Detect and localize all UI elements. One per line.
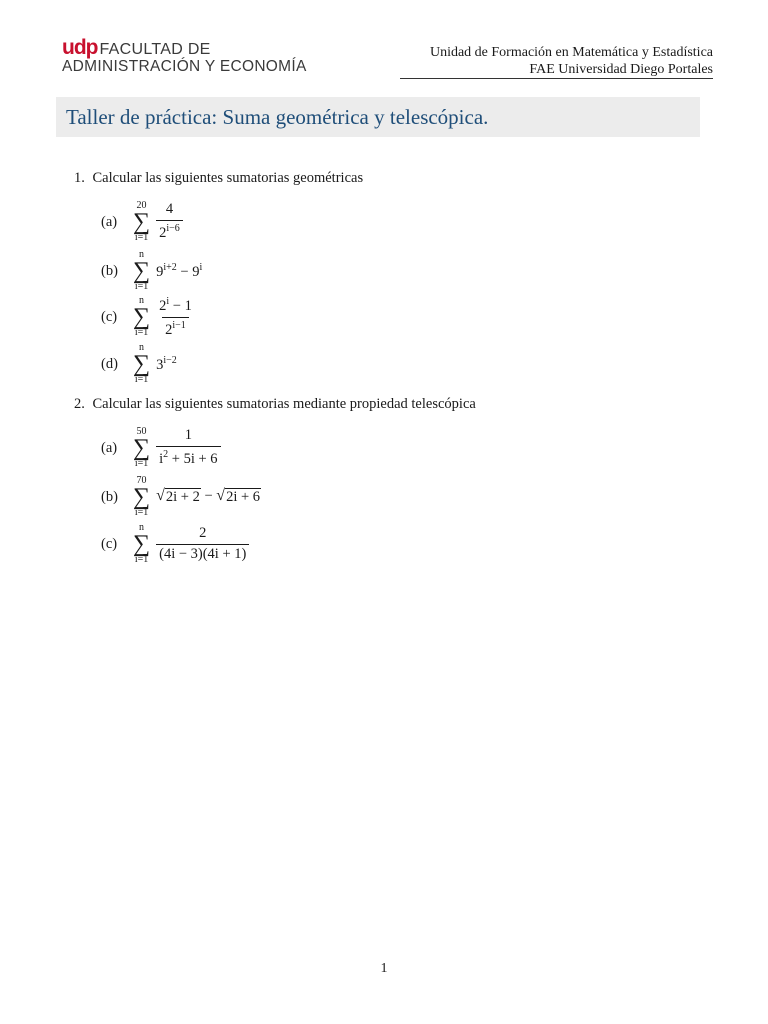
fraction [156, 428, 220, 468]
expression: $3^{i-2}$ [156, 354, 177, 373]
sum-upper: 20 [136, 200, 147, 211]
sum-upper: n [139, 295, 145, 307]
faculty-line2: ADMINISTRACIÓN Y ECONOMÍA [62, 58, 307, 75]
numerator: 1 [184, 427, 192, 444]
numerator: 4 [165, 201, 174, 218]
question-text: Calcular las siguientes sumatorias geométricas [92, 170, 364, 186]
item-2a [101, 427, 221, 469]
item-label: (a) [101, 439, 118, 456]
item-1c [101, 296, 195, 339]
item-label: (a) [101, 213, 118, 230]
question-1 [74, 170, 363, 187]
expression: $9^{i+2} - 9^i$ [156, 261, 203, 280]
question-text: Calcular las siguientes sumatorias mediante propiedad telescópica [92, 396, 476, 412]
unit-line1: Unidad de Formación en Matemática y Estadística [429, 45, 713, 60]
fraction [156, 526, 249, 563]
unit-header [430, 44, 713, 78]
summation-symbol: n ∑ i=1 [133, 295, 151, 339]
item-1b [101, 250, 202, 292]
page-title: Taller de práctica: Suma geométrica y telescópica. [66, 105, 489, 129]
summation-symbol: n ∑ i=1 [133, 342, 151, 385]
sum-upper: 70 [136, 475, 147, 486]
sum-lower: i=1 [134, 507, 149, 518]
item-1a [101, 201, 183, 243]
item-label: (c) [101, 535, 118, 552]
udp-logo-mark: udp [62, 36, 98, 59]
item-label: (c) [101, 308, 118, 325]
sum-upper: n [139, 342, 145, 353]
square-root: √ 2i + 2 [156, 487, 200, 505]
item-label: (b) [101, 262, 118, 279]
sum-upper: n [139, 522, 145, 533]
denominator: (4i − 3)(4i + 1) [156, 544, 249, 563]
summation-symbol: 50 ∑ i=1 [133, 426, 151, 469]
square-root: √ 2i + 6 [216, 487, 261, 505]
fraction [156, 202, 183, 242]
unit-line2: FAE Universidad Diego Portales [529, 62, 713, 77]
item-1d [101, 343, 177, 385]
summation-symbol: 70 ∑ i=1 [133, 475, 151, 518]
expression: √ 2i + 2 − √ 2i + 6 [156, 487, 261, 505]
numerator: $2^i - 1$ [159, 296, 192, 314]
question-number: 1. [74, 170, 85, 186]
sum-lower: i=1 [134, 554, 149, 565]
item-label: (b) [101, 488, 118, 505]
denominator: $2^{i-6}$ [156, 220, 183, 242]
faculty-line1: FACULTAD DE [99, 41, 211, 58]
sum-lower: i=1 [134, 458, 149, 469]
faculty-logo [62, 38, 307, 76]
sum-lower: i=1 [134, 374, 149, 385]
summation-symbol: n ∑ i=1 [133, 522, 151, 565]
fraction [156, 296, 195, 339]
summation-symbol: 20 ∑ i=1 [133, 200, 151, 243]
denominator: $i^2 + 5i + 6$ [156, 446, 220, 468]
sum-lower: i=1 [134, 281, 149, 292]
page-number: 1 [380, 961, 388, 976]
question-number: 2. [74, 396, 85, 412]
item-2b [101, 476, 261, 518]
denominator: $2^{i-1}$ [162, 317, 189, 339]
sum-lower: i=1 [134, 232, 149, 243]
item-2c [101, 523, 249, 565]
header-rule [400, 78, 713, 79]
numerator: 2 [199, 524, 207, 541]
sum-upper: n [139, 249, 145, 260]
sum-lower: i=1 [134, 327, 149, 339]
item-label: (d) [101, 355, 118, 372]
title-box [56, 97, 700, 137]
question-2 [74, 396, 476, 413]
sum-upper: 50 [136, 426, 147, 437]
summation-symbol: n ∑ i=1 [133, 249, 151, 292]
